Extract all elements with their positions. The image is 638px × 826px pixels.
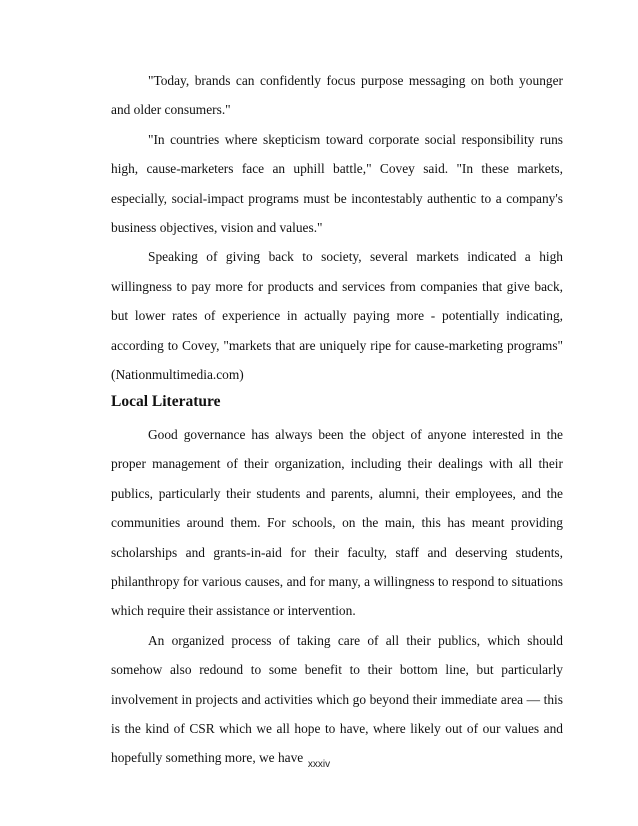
quote-section xyxy=(111,66,563,389)
page-number: xxxiv xyxy=(307,759,331,770)
paragraph-quote-2: "In countries where skepticism toward corporate social responsibility runs high, cause-marketers face an uphill battle," Covey said. "In these markets, especially, social-impact programs must be incontestably authentic to a company's business objectives, vision and values." xyxy=(111,131,563,236)
local-literature-section xyxy=(111,420,563,773)
section-heading: Local Literature xyxy=(111,393,221,410)
paragraph-local-2: An organized process of taking care of all their publics, which should somehow also redound to some benefit to their bottom line, but particularly involvement in projects and activities which go beyond their immediate area — this is the kind of CSR which we all hope to have, where likely out of our values and hopefully something more, we have xyxy=(111,632,563,766)
paragraph-quote-3: Speaking of giving back to society, several markets indicated a high willingness to pay more for products and services from companies that give back, but lower rates of experience in actually paying more - potentially indicating, according to Covey, "markets that are uniquely ripe for cause-marketing programs" (Nationmultimedia.com) xyxy=(111,249,563,383)
paragraph-quote-1: "Today, brands can confidently focus purpose messaging on both younger and older consumers." xyxy=(111,73,563,118)
paragraph-local-1: Good governance has always been the object of anyone interested in the proper management of their organization, including their dealings with all their publics, particularly their students and parents, alumni, their employees, and the communities around them. For schools, on the main, this has meant providing scholarships and grants-in-aid for their faculty, staff and deserving students, philanthropy for various causes, and for many, a willingness to respond to situations which require their assistance or intervention. xyxy=(111,427,563,619)
